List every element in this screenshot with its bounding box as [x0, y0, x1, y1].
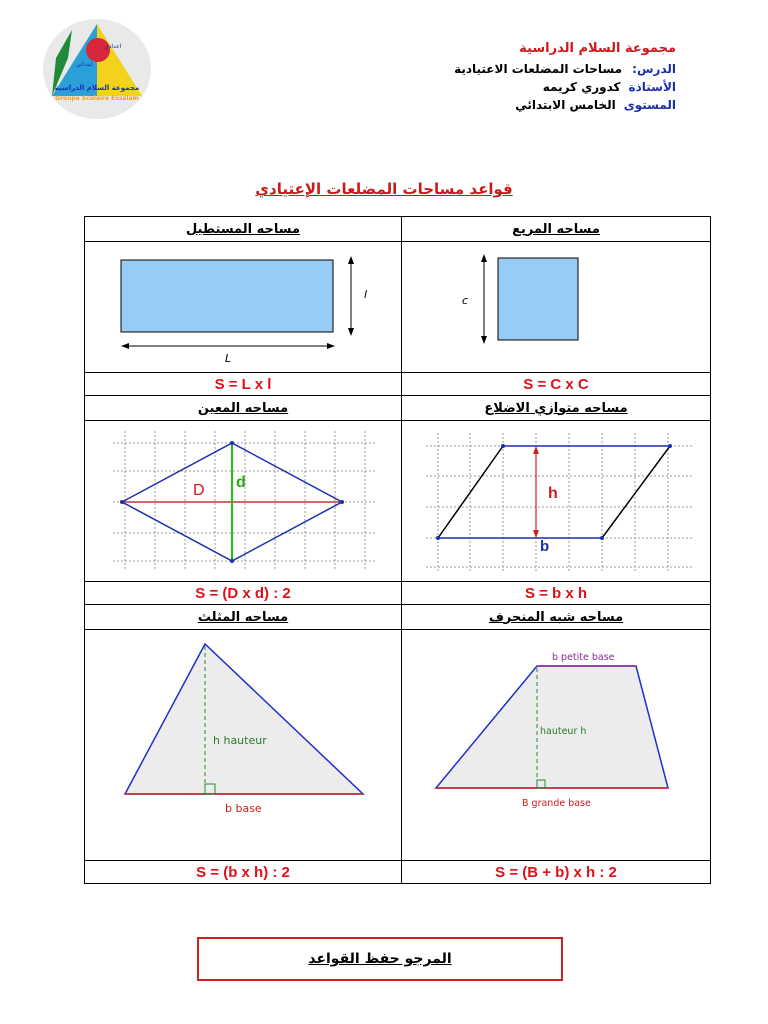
trapezoid-height-label: hauteur h	[540, 726, 587, 737]
rectangle-diagram	[85, 242, 402, 372]
lesson-line	[416, 60, 676, 78]
logo-badge-right: اعدادي	[104, 43, 122, 50]
rectangle-formula: S = L x l	[85, 373, 402, 396]
rhombus-figure-cell	[85, 421, 402, 582]
square-header: مساحه المربع	[402, 217, 711, 242]
teacher-line	[416, 78, 676, 96]
rhombus-big-diagonal-label: D	[193, 482, 205, 499]
triangle-figure-cell	[85, 630, 402, 861]
trapezoid-header: مساحه شبه المنحرف	[402, 605, 711, 630]
parallelogram-diagram	[402, 421, 711, 581]
rectangle-length-label: L	[225, 352, 232, 365]
logo-badge-left: ابتدائي	[76, 61, 93, 68]
parallelogram-base-label: b	[540, 538, 550, 555]
parallelogram-height-label: h	[548, 485, 558, 502]
level-line	[416, 96, 676, 114]
parallelogram-figure-cell	[402, 421, 711, 582]
lesson-label: الدرس:	[632, 62, 676, 76]
rhombus-diagram	[85, 421, 402, 581]
square-side-label: c	[462, 294, 469, 307]
teacher-label: الأستاذة	[628, 80, 676, 94]
school-logo	[42, 18, 152, 120]
logo-arabic-name: مجموعة السلام الدراسية	[54, 84, 140, 92]
square-diagram	[402, 242, 711, 372]
memorize-note	[197, 937, 563, 981]
triangle-header: مساحه المثلث	[85, 605, 402, 630]
logo-latin-name: Groupe Scolaire Essalam	[55, 95, 139, 102]
square-formula: S = C x C	[402, 373, 711, 396]
triangle-height-label: h hauteur	[213, 734, 267, 747]
lesson-header	[416, 40, 676, 114]
trapezoid-figure-cell	[402, 630, 711, 861]
trapezoid-formula: S = (B + b) x h : 2	[402, 861, 711, 884]
triangle-formula: S = (b x h) : 2	[85, 861, 402, 884]
lesson-value: مساحات المضلعات الاعتيادية	[454, 62, 622, 76]
rectangle-width-label: l	[364, 288, 368, 301]
rectangle-figure-cell	[85, 242, 402, 373]
rectangle-header: مساحه المستطيل	[85, 217, 402, 242]
level-label: المستوى	[623, 98, 676, 112]
parallelogram-formula: S = b x h	[402, 582, 711, 605]
level-value: الخامس الابتدائي	[515, 98, 616, 112]
area-rules-table	[84, 216, 711, 884]
page-title: قواعد مساحات المضلعات الإعتيادي	[255, 180, 513, 198]
teacher-value: كدوري كريمه	[542, 80, 621, 94]
trapezoid-diagram	[402, 630, 711, 860]
trapezoid-big-base-label: B grande base	[522, 798, 591, 809]
square-figure-cell	[402, 242, 711, 373]
trapezoid-small-base-label: b petite base	[552, 652, 615, 663]
triangle-base-label: b base	[225, 802, 262, 815]
parallelogram-header: مساحه متوازي الاضلاع	[402, 396, 711, 421]
memorize-note-text: المرجو حفظ القواعد	[308, 951, 452, 967]
school-name: مجموعة السلام الدراسية	[519, 41, 676, 56]
rhombus-header: مساحه المعين	[85, 396, 402, 421]
rhombus-small-diagonal-label: d	[236, 474, 246, 491]
rhombus-formula: S = (D x d) : 2	[85, 582, 402, 605]
triangle-diagram	[85, 630, 402, 860]
